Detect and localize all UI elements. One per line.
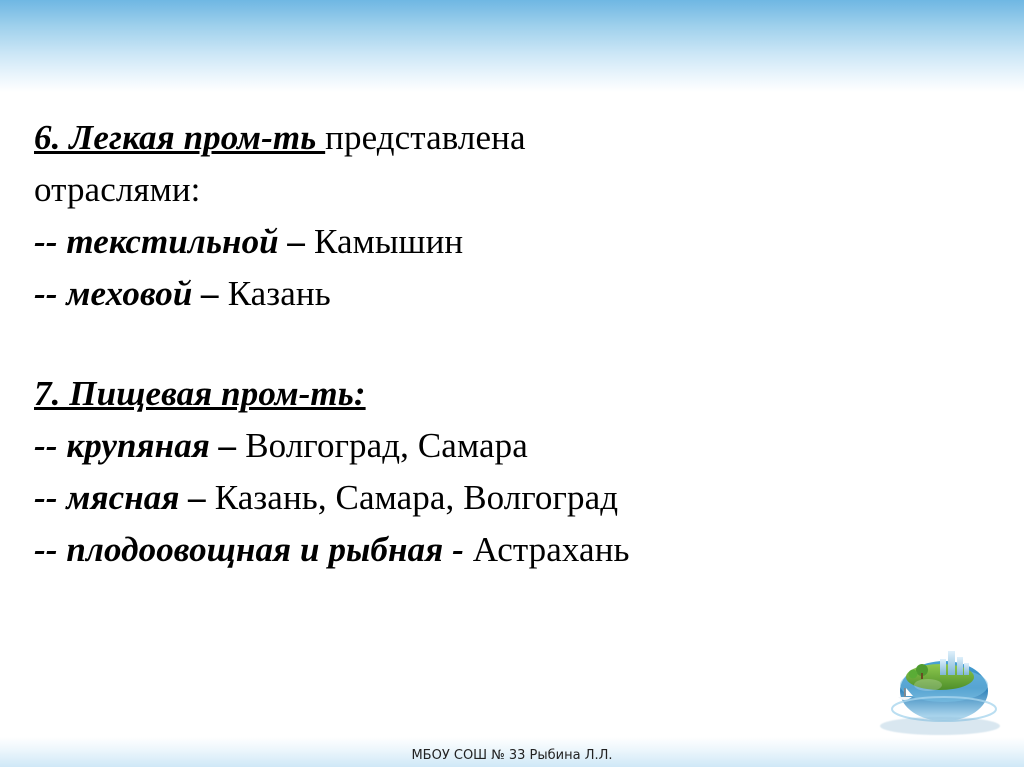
text-line-6-title-head: 6. Легкая пром-ть	[34, 118, 326, 157]
globe-island-icon	[872, 625, 1012, 735]
footer-text: МБОУ СОШ № 33 Рыбина Л.Л.	[411, 748, 613, 763]
text-line-7-groats-rest: Волгоград, Самара	[245, 426, 528, 465]
text-line-6-fur	[34, 268, 964, 320]
slide-text-block	[34, 112, 964, 576]
text-line-6-fur-rest: Казань	[227, 274, 331, 313]
text-line-6-textile-head: -- текстильной –	[34, 222, 315, 261]
text-line-6-title-rest: представлена	[325, 118, 526, 157]
block-spacer	[34, 320, 964, 368]
text-line-7-meat-head: -- мясная –	[34, 478, 215, 517]
text-line-7-groats-head: -- крупяная –	[34, 426, 246, 465]
text-line-6-textile-rest: Камышин	[314, 222, 464, 261]
text-line-6-subtitle-rest: отраслями:	[34, 170, 201, 209]
text-line-7-fruitfish-rest: Астрахань	[472, 530, 630, 569]
slide-content	[0, 96, 1024, 736]
text-line-7-meat-rest: Казань, Самара, Волгоград	[214, 478, 619, 517]
text-line-6-subtitle	[34, 164, 964, 216]
text-line-7-meat	[34, 472, 964, 524]
text-line-6-textile	[34, 216, 964, 268]
text-line-7-fruitfish	[34, 524, 964, 576]
text-line-7-title	[34, 368, 964, 420]
text-line-7-groats	[34, 420, 964, 472]
text-line-6-fur-head: -- меховой –	[34, 274, 228, 313]
slide-top-gradient-band	[0, 0, 1024, 92]
text-line-6-title	[34, 112, 964, 164]
text-line-7-title-head: 7. Пищевая пром-ть:	[34, 374, 366, 413]
text-line-7-fruitfish-head: -- плодоовощная и рыбная -	[34, 530, 473, 569]
globe-shadow	[880, 717, 1000, 735]
